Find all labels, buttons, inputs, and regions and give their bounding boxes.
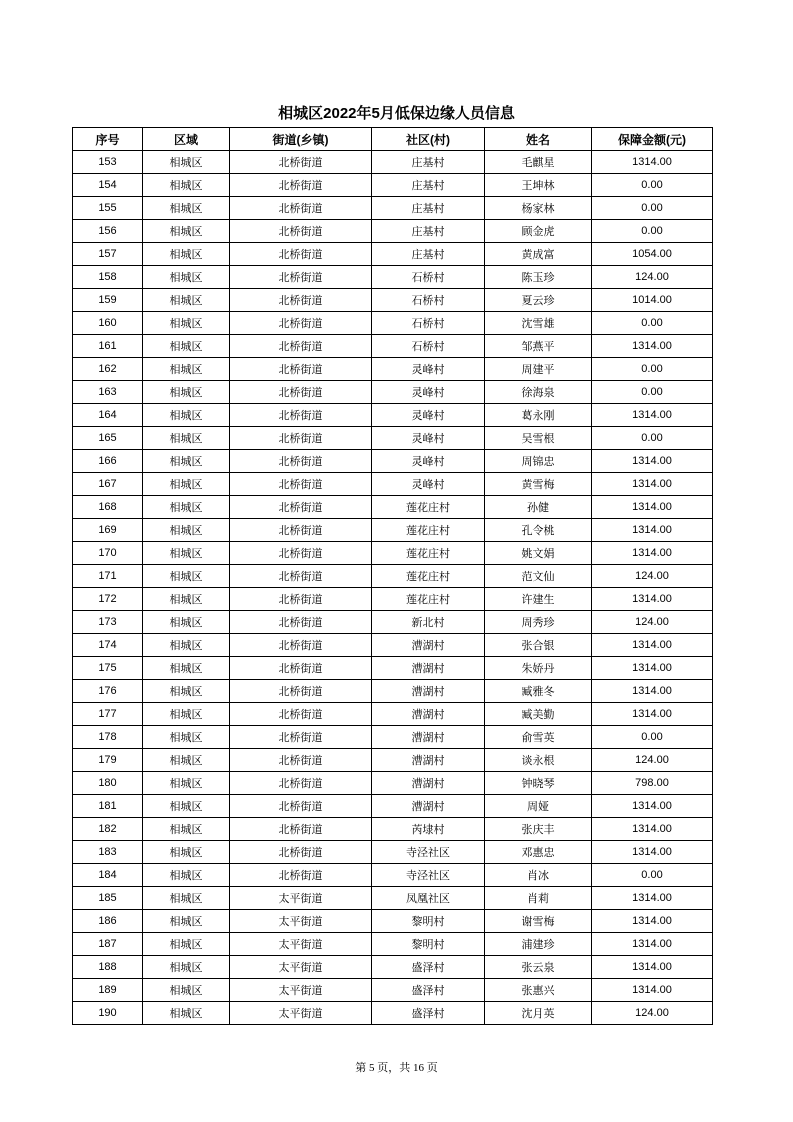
table-row [73,565,713,588]
cell-amount: 1314.00 [592,519,713,542]
cell-index: 163 [73,381,143,404]
cell-region: 相城区 [143,611,230,634]
cell-community: 漕湖村 [372,703,485,726]
cell-amount: 1314.00 [592,887,713,910]
cell-region: 相城区 [143,335,230,358]
cell-index: 190 [73,1002,143,1025]
cell-region: 相城区 [143,197,230,220]
footer-middle: 页，共 [377,1062,411,1074]
cell-amount: 0.00 [592,381,713,404]
table-row [73,657,713,680]
cell-community: 漕湖村 [372,634,485,657]
cell-region: 相城区 [143,220,230,243]
cell-street: 北桥街道 [230,634,372,657]
table-row [73,772,713,795]
cell-community: 漕湖村 [372,680,485,703]
cell-name: 黄成富 [485,243,592,266]
cell-name: 谈永根 [485,749,592,772]
cell-name: 邓惠忠 [485,841,592,864]
column-header-community: 社区(村) [372,128,485,151]
cell-street: 北桥街道 [230,611,372,634]
table-row [73,358,713,381]
footer-page-number: 5 [369,1062,375,1074]
footer-prefix: 第 [355,1062,367,1074]
cell-index: 182 [73,818,143,841]
cell-amount: 0.00 [592,312,713,335]
cell-region: 相城区 [143,1002,230,1025]
table-row [73,220,713,243]
cell-amount: 124.00 [592,1002,713,1025]
table-row [73,427,713,450]
cell-name: 顾金虎 [485,220,592,243]
table-row [73,818,713,841]
cell-street: 太平街道 [230,933,372,956]
cell-region: 相城区 [143,473,230,496]
cell-street: 北桥街道 [230,381,372,404]
cell-region: 相城区 [143,266,230,289]
cell-name: 张惠兴 [485,979,592,1002]
table-row [73,542,713,565]
column-header-region: 区域 [143,128,230,151]
cell-amount: 1314.00 [592,933,713,956]
cell-community: 盛泽村 [372,956,485,979]
table-row [73,749,713,772]
cell-index: 185 [73,887,143,910]
cell-name: 邹燕平 [485,335,592,358]
cell-amount: 124.00 [592,565,713,588]
cell-community: 莲花庄村 [372,565,485,588]
cell-amount: 0.00 [592,726,713,749]
cell-community: 新北村 [372,611,485,634]
column-header-name: 姓名 [485,128,592,151]
table-row [73,979,713,1002]
column-header-street: 街道(乡镇) [230,128,372,151]
cell-community: 黎明村 [372,910,485,933]
cell-name: 徐海泉 [485,381,592,404]
cell-amount: 1314.00 [592,818,713,841]
cell-name: 张云泉 [485,956,592,979]
cell-street: 太平街道 [230,979,372,1002]
cell-region: 相城区 [143,979,230,1002]
table-row [73,450,713,473]
cell-name: 吴雪根 [485,427,592,450]
cell-index: 175 [73,657,143,680]
cell-street: 北桥街道 [230,496,372,519]
cell-region: 相城区 [143,450,230,473]
cell-index: 162 [73,358,143,381]
cell-region: 相城区 [143,565,230,588]
cell-amount: 1314.00 [592,151,713,174]
cell-name: 臧美勤 [485,703,592,726]
table-row [73,473,713,496]
cell-name: 黄雪梅 [485,473,592,496]
cell-street: 北桥街道 [230,772,372,795]
cell-amount: 124.00 [592,611,713,634]
cell-community: 莲花庄村 [372,588,485,611]
cell-street: 北桥街道 [230,243,372,266]
cell-community: 灵峰村 [372,381,485,404]
cell-index: 154 [73,174,143,197]
cell-community: 庄基村 [372,174,485,197]
cell-name: 杨家林 [485,197,592,220]
cell-street: 北桥街道 [230,864,372,887]
cell-region: 相城区 [143,956,230,979]
cell-index: 186 [73,910,143,933]
cell-amount: 0.00 [592,427,713,450]
cell-index: 159 [73,289,143,312]
cell-community: 莲花庄村 [372,519,485,542]
table-row [73,634,713,657]
cell-amount: 1314.00 [592,588,713,611]
cell-street: 太平街道 [230,956,372,979]
cell-index: 177 [73,703,143,726]
cell-community: 漕湖村 [372,795,485,818]
cell-region: 相城区 [143,910,230,933]
table-body [73,151,713,1025]
cell-name: 周娅 [485,795,592,818]
cell-region: 相城区 [143,864,230,887]
cell-index: 157 [73,243,143,266]
cell-amount: 1314.00 [592,841,713,864]
cell-community: 庄基村 [372,151,485,174]
table-row [73,381,713,404]
cell-index: 168 [73,496,143,519]
cell-name: 朱娇丹 [485,657,592,680]
cell-name: 许建生 [485,588,592,611]
cell-community: 庄基村 [372,220,485,243]
cell-community: 黎明村 [372,933,485,956]
cell-community: 石桥村 [372,266,485,289]
column-header-amount: 保障金额(元) [592,128,713,151]
cell-street: 北桥街道 [230,427,372,450]
cell-index: 187 [73,933,143,956]
cell-street: 北桥街道 [230,266,372,289]
cell-index: 188 [73,956,143,979]
cell-name: 俞雪英 [485,726,592,749]
cell-index: 179 [73,749,143,772]
table-row [73,266,713,289]
cell-index: 158 [73,266,143,289]
cell-index: 160 [73,312,143,335]
cell-index: 165 [73,427,143,450]
cell-index: 169 [73,519,143,542]
cell-name: 肖莉 [485,887,592,910]
cell-name: 范文仙 [485,565,592,588]
cell-index: 180 [73,772,143,795]
cell-name: 姚文娟 [485,542,592,565]
cell-region: 相城区 [143,634,230,657]
cell-community: 灵峰村 [372,427,485,450]
cell-street: 北桥街道 [230,519,372,542]
cell-index: 170 [73,542,143,565]
cell-amount: 1314.00 [592,956,713,979]
cell-region: 相城区 [143,243,230,266]
cell-region: 相城区 [143,680,230,703]
cell-community: 莲花庄村 [372,496,485,519]
cell-index: 183 [73,841,143,864]
cell-amount: 798.00 [592,772,713,795]
cell-name: 葛永刚 [485,404,592,427]
cell-amount: 1314.00 [592,979,713,1002]
cell-region: 相城区 [143,542,230,565]
cell-street: 北桥街道 [230,174,372,197]
cell-name: 孙健 [485,496,592,519]
cell-community: 庄基村 [372,197,485,220]
cell-street: 太平街道 [230,887,372,910]
page-title: 相城区2022年5月低保边缘人员信息 [278,105,515,122]
cell-amount: 1314.00 [592,542,713,565]
table-row [73,956,713,979]
cell-community: 漕湖村 [372,657,485,680]
cell-community: 漕湖村 [372,726,485,749]
cell-community: 石桥村 [372,335,485,358]
cell-amount: 124.00 [592,266,713,289]
cell-region: 相城区 [143,427,230,450]
table-row [73,680,713,703]
cell-street: 北桥街道 [230,795,372,818]
cell-street: 北桥街道 [230,657,372,680]
cell-community: 盛泽村 [372,979,485,1002]
cell-name: 王坤林 [485,174,592,197]
cell-region: 相城区 [143,358,230,381]
table-row [73,404,713,427]
cell-region: 相城区 [143,404,230,427]
cell-amount: 1314.00 [592,335,713,358]
table-row [73,611,713,634]
cell-community: 盛泽村 [372,1002,485,1025]
table-row [73,841,713,864]
cell-region: 相城区 [143,289,230,312]
cell-region: 相城区 [143,588,230,611]
cell-region: 相城区 [143,818,230,841]
cell-street: 北桥街道 [230,680,372,703]
cell-amount: 0.00 [592,220,713,243]
cell-amount: 0.00 [592,197,713,220]
cell-community: 芮埭村 [372,818,485,841]
cell-street: 北桥街道 [230,312,372,335]
cell-street: 北桥街道 [230,726,372,749]
table-row [73,335,713,358]
cell-index: 181 [73,795,143,818]
cell-index: 178 [73,726,143,749]
cell-name: 谢雪梅 [485,910,592,933]
cell-name: 毛麒星 [485,151,592,174]
cell-region: 相城区 [143,841,230,864]
cell-index: 176 [73,680,143,703]
cell-region: 相城区 [143,887,230,910]
cell-street: 北桥街道 [230,335,372,358]
cell-street: 北桥街道 [230,703,372,726]
table-row [73,588,713,611]
column-header-index: 序号 [73,128,143,151]
cell-name: 周锦忠 [485,450,592,473]
cell-region: 相城区 [143,933,230,956]
data-table [72,127,713,1025]
table-row [73,151,713,174]
table-row [73,887,713,910]
cell-name: 沈月英 [485,1002,592,1025]
cell-region: 相城区 [143,381,230,404]
cell-street: 太平街道 [230,910,372,933]
cell-amount: 1314.00 [592,910,713,933]
cell-index: 166 [73,450,143,473]
cell-amount: 124.00 [592,749,713,772]
cell-amount: 1314.00 [592,795,713,818]
cell-amount: 1054.00 [592,243,713,266]
cell-name: 周秀珍 [485,611,592,634]
cell-street: 北桥街道 [230,749,372,772]
table-row [73,174,713,197]
footer-suffix: 页 [426,1062,438,1074]
cell-amount: 0.00 [592,174,713,197]
cell-amount: 1314.00 [592,404,713,427]
cell-region: 相城区 [143,703,230,726]
cell-index: 189 [73,979,143,1002]
cell-index: 161 [73,335,143,358]
cell-region: 相城区 [143,174,230,197]
table-row [73,910,713,933]
cell-index: 174 [73,634,143,657]
table-row [73,795,713,818]
page-footer [0,1059,793,1075]
cell-index: 156 [73,220,143,243]
table-row [73,243,713,266]
cell-street: 北桥街道 [230,588,372,611]
table-row [73,496,713,519]
cell-name: 夏云珍 [485,289,592,312]
cell-community: 凤凰社区 [372,887,485,910]
cell-street: 北桥街道 [230,220,372,243]
cell-index: 155 [73,197,143,220]
cell-region: 相城区 [143,657,230,680]
cell-street: 北桥街道 [230,358,372,381]
table-row [73,312,713,335]
cell-street: 北桥街道 [230,818,372,841]
cell-name: 沈雪雄 [485,312,592,335]
cell-community: 石桥村 [372,312,485,335]
cell-region: 相城区 [143,496,230,519]
table-header-row [73,128,713,151]
cell-amount: 1314.00 [592,634,713,657]
cell-name: 张庆丰 [485,818,592,841]
cell-street: 北桥街道 [230,289,372,312]
cell-region: 相城区 [143,795,230,818]
cell-community: 莲花庄村 [372,542,485,565]
table-row [73,197,713,220]
cell-index: 167 [73,473,143,496]
cell-amount: 1314.00 [592,703,713,726]
cell-amount: 0.00 [592,864,713,887]
cell-name: 臧雅冬 [485,680,592,703]
cell-amount: 1314.00 [592,657,713,680]
cell-region: 相城区 [143,772,230,795]
cell-name: 肖冰 [485,864,592,887]
table-row [73,864,713,887]
cell-street: 北桥街道 [230,151,372,174]
table-row [73,933,713,956]
cell-street: 北桥街道 [230,197,372,220]
cell-name: 浦建珍 [485,933,592,956]
cell-community: 寺泾社区 [372,864,485,887]
cell-index: 153 [73,151,143,174]
cell-community: 灵峰村 [372,450,485,473]
cell-index: 164 [73,404,143,427]
cell-name: 张合银 [485,634,592,657]
cell-region: 相城区 [143,726,230,749]
cell-amount: 1314.00 [592,450,713,473]
cell-community: 漕湖村 [372,749,485,772]
cell-amount: 1314.00 [592,680,713,703]
cell-region: 相城区 [143,749,230,772]
cell-community: 灵峰村 [372,404,485,427]
cell-name: 孔令桃 [485,519,592,542]
cell-index: 184 [73,864,143,887]
cell-region: 相城区 [143,151,230,174]
cell-community: 石桥村 [372,289,485,312]
cell-index: 172 [73,588,143,611]
cell-community: 庄基村 [372,243,485,266]
cell-street: 北桥街道 [230,841,372,864]
cell-amount: 1314.00 [592,496,713,519]
table-row [73,289,713,312]
cell-street: 北桥街道 [230,542,372,565]
cell-name: 周建平 [485,358,592,381]
table-row [73,519,713,542]
cell-street: 北桥街道 [230,450,372,473]
cell-community: 寺泾社区 [372,841,485,864]
cell-street: 北桥街道 [230,565,372,588]
cell-amount: 1014.00 [592,289,713,312]
footer-total-pages: 16 [413,1062,424,1074]
cell-street: 太平街道 [230,1002,372,1025]
table-row [73,726,713,749]
cell-community: 漕湖村 [372,772,485,795]
table-row [73,703,713,726]
cell-amount: 1314.00 [592,473,713,496]
cell-amount: 0.00 [592,358,713,381]
cell-community: 灵峰村 [372,473,485,496]
table-row [73,1002,713,1025]
cell-index: 171 [73,565,143,588]
cell-street: 北桥街道 [230,404,372,427]
cell-region: 相城区 [143,312,230,335]
cell-region: 相城区 [143,519,230,542]
cell-name: 钟晓琴 [485,772,592,795]
cell-community: 灵峰村 [372,358,485,381]
cell-index: 173 [73,611,143,634]
cell-name: 陈玉珍 [485,266,592,289]
cell-street: 北桥街道 [230,473,372,496]
